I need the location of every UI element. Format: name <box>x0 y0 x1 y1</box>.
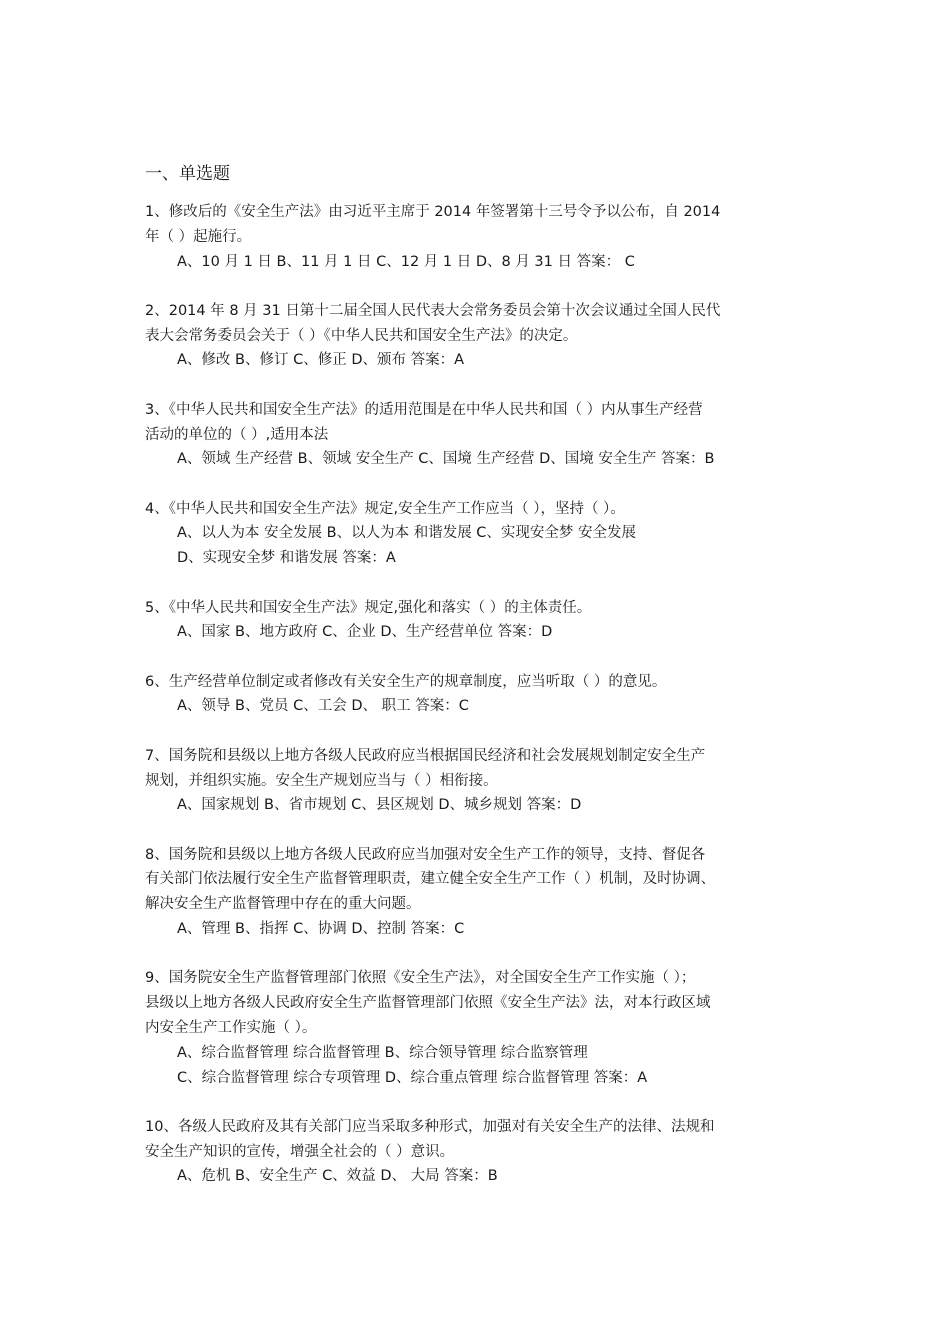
question-options-line: A、领域 生产经营 B、领域 安全生产 C、国境 生产经营 D、国境 安全生产 答案：B <box>177 451 715 468</box>
question-text-line: 活动的单位的（ ）,适用本法 <box>145 426 329 443</box>
question-text-line: 安全生产知识的宣传，增强全社会的（ ）意识。 <box>145 1143 455 1160</box>
question-text-line: 8、国务院和县级以上地方各级人民政府应当加强对安全生产工作的领导，支持、督促各 <box>145 846 706 863</box>
question-item <box>145 744 805 818</box>
question-text-line: 规划，并组织实施。安全生产规划应当与（ ）相衔接。 <box>145 772 498 789</box>
question-text-line: 2、2014 年 8 月 31 日第十二届全国人民代表大会常务委员会第十次会议通过全国人民代 <box>145 302 721 319</box>
question-list <box>145 200 805 1214</box>
question-options-line: A、国家 B、地方政府 C、企业 D、生产经营单位 答案：D <box>177 624 553 641</box>
question-options-line: D、实现安全梦 和谐发展 答案：A <box>177 550 396 567</box>
question-text-line: 表大会常务委员会关于（ ）《中华人民共和国安全生产法》的决定。 <box>145 327 578 344</box>
question-item <box>145 670 805 720</box>
question-options-line: A、修改 B、修订 C、修正 D、颁布 答案：A <box>177 352 465 369</box>
question-item <box>145 398 805 472</box>
question-item <box>145 497 805 571</box>
question-text-line: 4、《中华人民共和国安全生产法》规定,安全生产工作应当（ ），坚持（ ）。 <box>145 500 625 517</box>
question-text-line: 县级以上地方各级人民政府安全生产监督管理部门依照《安全生产法》法，对本行政区域 <box>145 995 711 1012</box>
question-text-line: 有关部门依法履行安全生产监督管理职责，建立健全安全生产工作（ ）机制，及时协调、 <box>145 871 716 888</box>
question-options-line: A、国家规划 B、省市规划 C、县区规划 D、城乡规划 答案：D <box>177 797 582 814</box>
question-text-line: 年（ ）起施行。 <box>145 228 252 245</box>
question-options-line: A、以人为本 安全发展 B、以人为本 和谐发展 C、实现安全梦 安全发展 <box>177 525 637 542</box>
section-title: 一、单选题 <box>145 164 230 184</box>
question-text-line: 3、《中华人民共和国安全生产法》的适用范围是在中华人民共和国（ ）内从事生产经营 <box>145 401 703 418</box>
question-options-line: A、综合监督管理 综合监督管理 B、综合领导管理 综合监察管理 <box>177 1044 588 1061</box>
question-text-line: 6、生产经营单位制定或者修改有关安全生产的规章制度，应当听取（ ）的意见。 <box>145 673 667 690</box>
question-options-line: C、综合监督管理 综合专项管理 D、综合重点管理 综合监督管理 答案：A <box>177 1069 648 1086</box>
question-options-line: A、管理 B、指挥 C、协调 D、控制 答案：C <box>177 921 465 938</box>
question-text-line: 5、《中华人民共和国安全生产法》规定,强化和落实（ ）的主体责任。 <box>145 599 592 616</box>
question-text-line: 10、各级人民政府及其有关部门应当采取多种形式，加强对有关安全生产的法律、法规和 <box>145 1118 715 1135</box>
question-options-line: A、10 月 1 日 B、11 月 1 日 C、12 月 1 日 D、8 月 31 日 答案： C <box>177 253 635 270</box>
question-options-line: A、领导 B、党员 C、工会 D、 职工 答案：C <box>177 698 469 715</box>
question-text-line: 9、国务院安全生产监督管理部门依照《安全生产法》，对全国安全生产工作实施（ ）； <box>145 970 696 987</box>
question-item <box>145 843 805 942</box>
question-text-line: 解决安全生产监督管理中存在的重大问题。 <box>145 896 421 913</box>
question-item <box>145 596 805 646</box>
question-item <box>145 1115 805 1189</box>
question-options-line: A、危机 B、安全生产 C、效益 D、 大局 答案：B <box>177 1168 498 1185</box>
question-item <box>145 299 805 373</box>
question-item <box>145 200 805 274</box>
question-text-line: 7、国务院和县级以上地方各级人民政府应当根据国民经济和社会发展规划制定安全生产 <box>145 747 706 764</box>
question-item <box>145 966 805 1090</box>
question-text-line: 内安全生产工作实施（ ）。 <box>145 1019 317 1036</box>
question-text-line: 1、修改后的《安全生产法》由习近平主席于 2014 年签署第十三号令予以公布，自 2014 <box>145 204 721 220</box>
